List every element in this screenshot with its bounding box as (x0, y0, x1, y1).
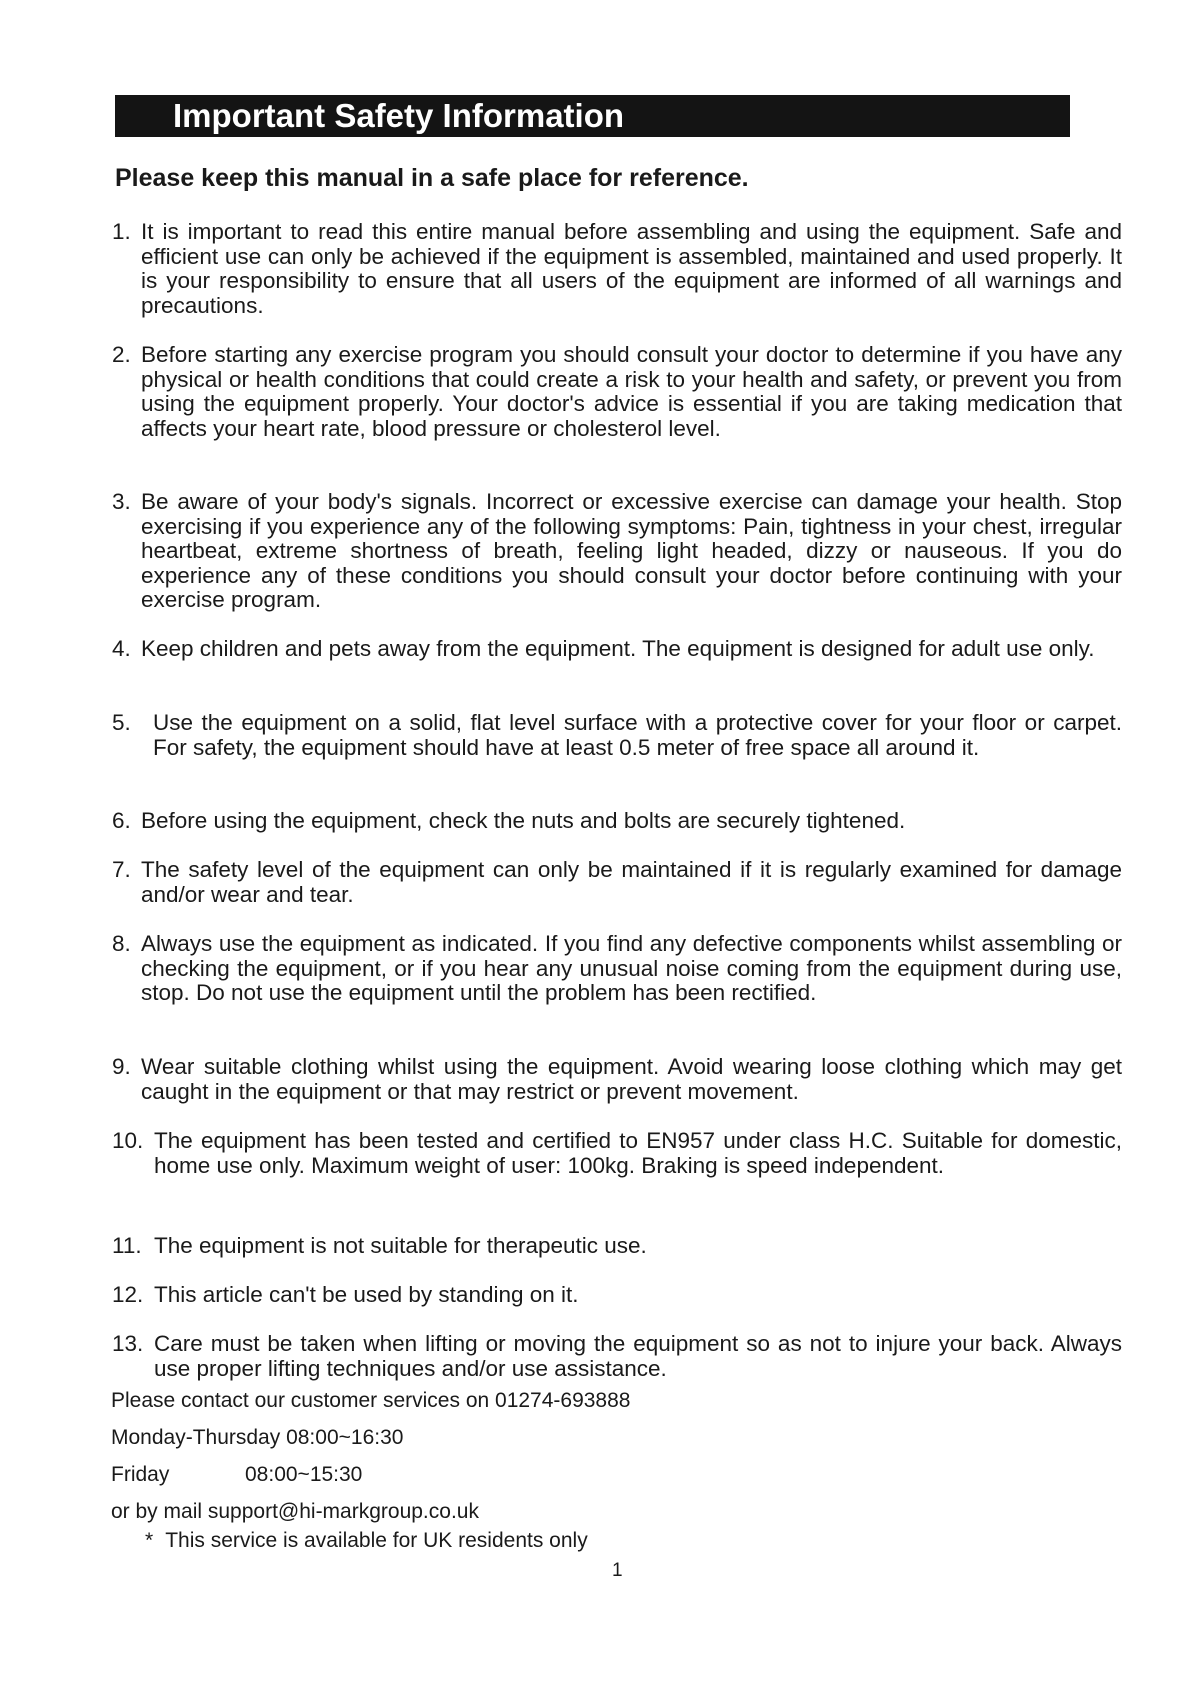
item-number: 12. (112, 1282, 144, 1307)
item-number: 10. (112, 1128, 144, 1153)
list-item (112, 637, 1122, 662)
friday-label: Friday (111, 1463, 170, 1486)
item-text: Care must be taken when lifting or moving the equipment so as not to injure your back. Always use proper lifting techniques and/or use assistance. (154, 1331, 1122, 1381)
item-text: Before using the equipment, check the nuts and bolts are securely tightened. (141, 808, 906, 833)
item-number: 6. (112, 808, 131, 833)
list-item (112, 858, 1122, 907)
list-item (112, 1129, 1122, 1178)
item-number: 13. (112, 1331, 144, 1356)
item-text: Wear suitable clothing whilst using the equipment. Avoid wearing loose clothing which may get caught in the equipment or that may restrict or prevent movement. (141, 1054, 1122, 1104)
item-text: It is important to read this entire manual before assembling and using the equipment. Safe and efficient use can only be achieved if the equipment is assembled, maintained and used properly. It is your responsibility to ensure that all users of the equipment are informed of all warnings and precautions. (141, 219, 1122, 318)
item-number: 2. (112, 342, 131, 367)
item-number: 7. (112, 857, 131, 882)
list-item (112, 343, 1122, 441)
item-text: The equipment has been tested and certified to EN957 under class H.C. Suitable for domestic, home use only. Maximum weight of user: 100kg. Braking is speed independent. (154, 1128, 1122, 1178)
item-number: 11. (112, 1233, 142, 1258)
list-item (112, 220, 1122, 318)
list-item (112, 932, 1122, 1006)
list-item (112, 711, 1122, 760)
item-text: Before starting any exercise program you should consult your doctor to determine if you have any physical or health conditions that could create a risk to your health and safety, or prevent you from using the equipment properly. Your doctor's advice is essential if you are taking medication that affects your heart rate, blood pressure or cholesterol level. (141, 342, 1122, 441)
subtitle: Please keep this manual in a safe place for reference. (115, 164, 749, 192)
item-number: 1. (112, 219, 131, 244)
list-item (112, 809, 1122, 834)
contact-hours-friday (111, 1463, 362, 1487)
note-text: This service is available for UK residents only (165, 1529, 588, 1552)
service-note (145, 1529, 588, 1553)
list-item (112, 1234, 1122, 1259)
contact-hours-weekdays: Monday-Thursday 08:00~16:30 (111, 1426, 404, 1449)
item-number: 3. (112, 489, 131, 514)
list-item (112, 490, 1122, 613)
item-text: Be aware of your body's signals. Incorrect or excessive exercise can damage your health. Stop exercising if you experience any of the following symptoms: Pain, tightness in your chest, irregular heartbeat, extreme shortness of breath, feeling light headed, dizzy or nauseous. If you do experience any of these conditions you should consult your doctor before continuing with your exercise program. (141, 489, 1122, 612)
friday-hours: 08:00~15:30 (245, 1463, 363, 1486)
item-number: 5. (112, 710, 131, 735)
item-number: 4. (112, 636, 131, 661)
list-item (112, 1283, 1122, 1308)
item-text: Use the equipment on a solid, flat level surface with a protective cover for your floor or carpet. For safety, the equipment should have at least 0.5 meter of free space all around it. (153, 710, 1122, 760)
item-text: This article can't be used by standing on it. (154, 1282, 579, 1307)
contact-phone: Please contact our customer services on 01274-693888 (111, 1389, 631, 1412)
item-number: 8. (112, 931, 131, 956)
item-text: The equipment is not suitable for therapeutic use. (154, 1233, 647, 1258)
asterisk: * (145, 1529, 154, 1552)
contact-mail: or by mail support@hi-markgroup.co.uk (111, 1500, 479, 1523)
item-text: Keep children and pets away from the equipment. The equipment is designed for adult use only. (141, 636, 1095, 661)
list-item (112, 1055, 1122, 1104)
list-item (112, 1332, 1122, 1381)
page-title: Important Safety Information (173, 97, 625, 134)
item-number: 9. (112, 1054, 131, 1079)
section-banner (115, 95, 1070, 137)
item-text: Always use the equipment as indicated. If you find any defective components whilst assembling or checking the equipment, or if you hear any unusual noise coming from the equipment during use, stop. Do not use the equipment until the problem has been rectified. (141, 931, 1122, 1005)
item-text: The safety level of the equipment can only be maintained if it is regularly examined for damage and/or wear and tear. (141, 857, 1122, 907)
page-number: 1 (612, 1560, 623, 1581)
